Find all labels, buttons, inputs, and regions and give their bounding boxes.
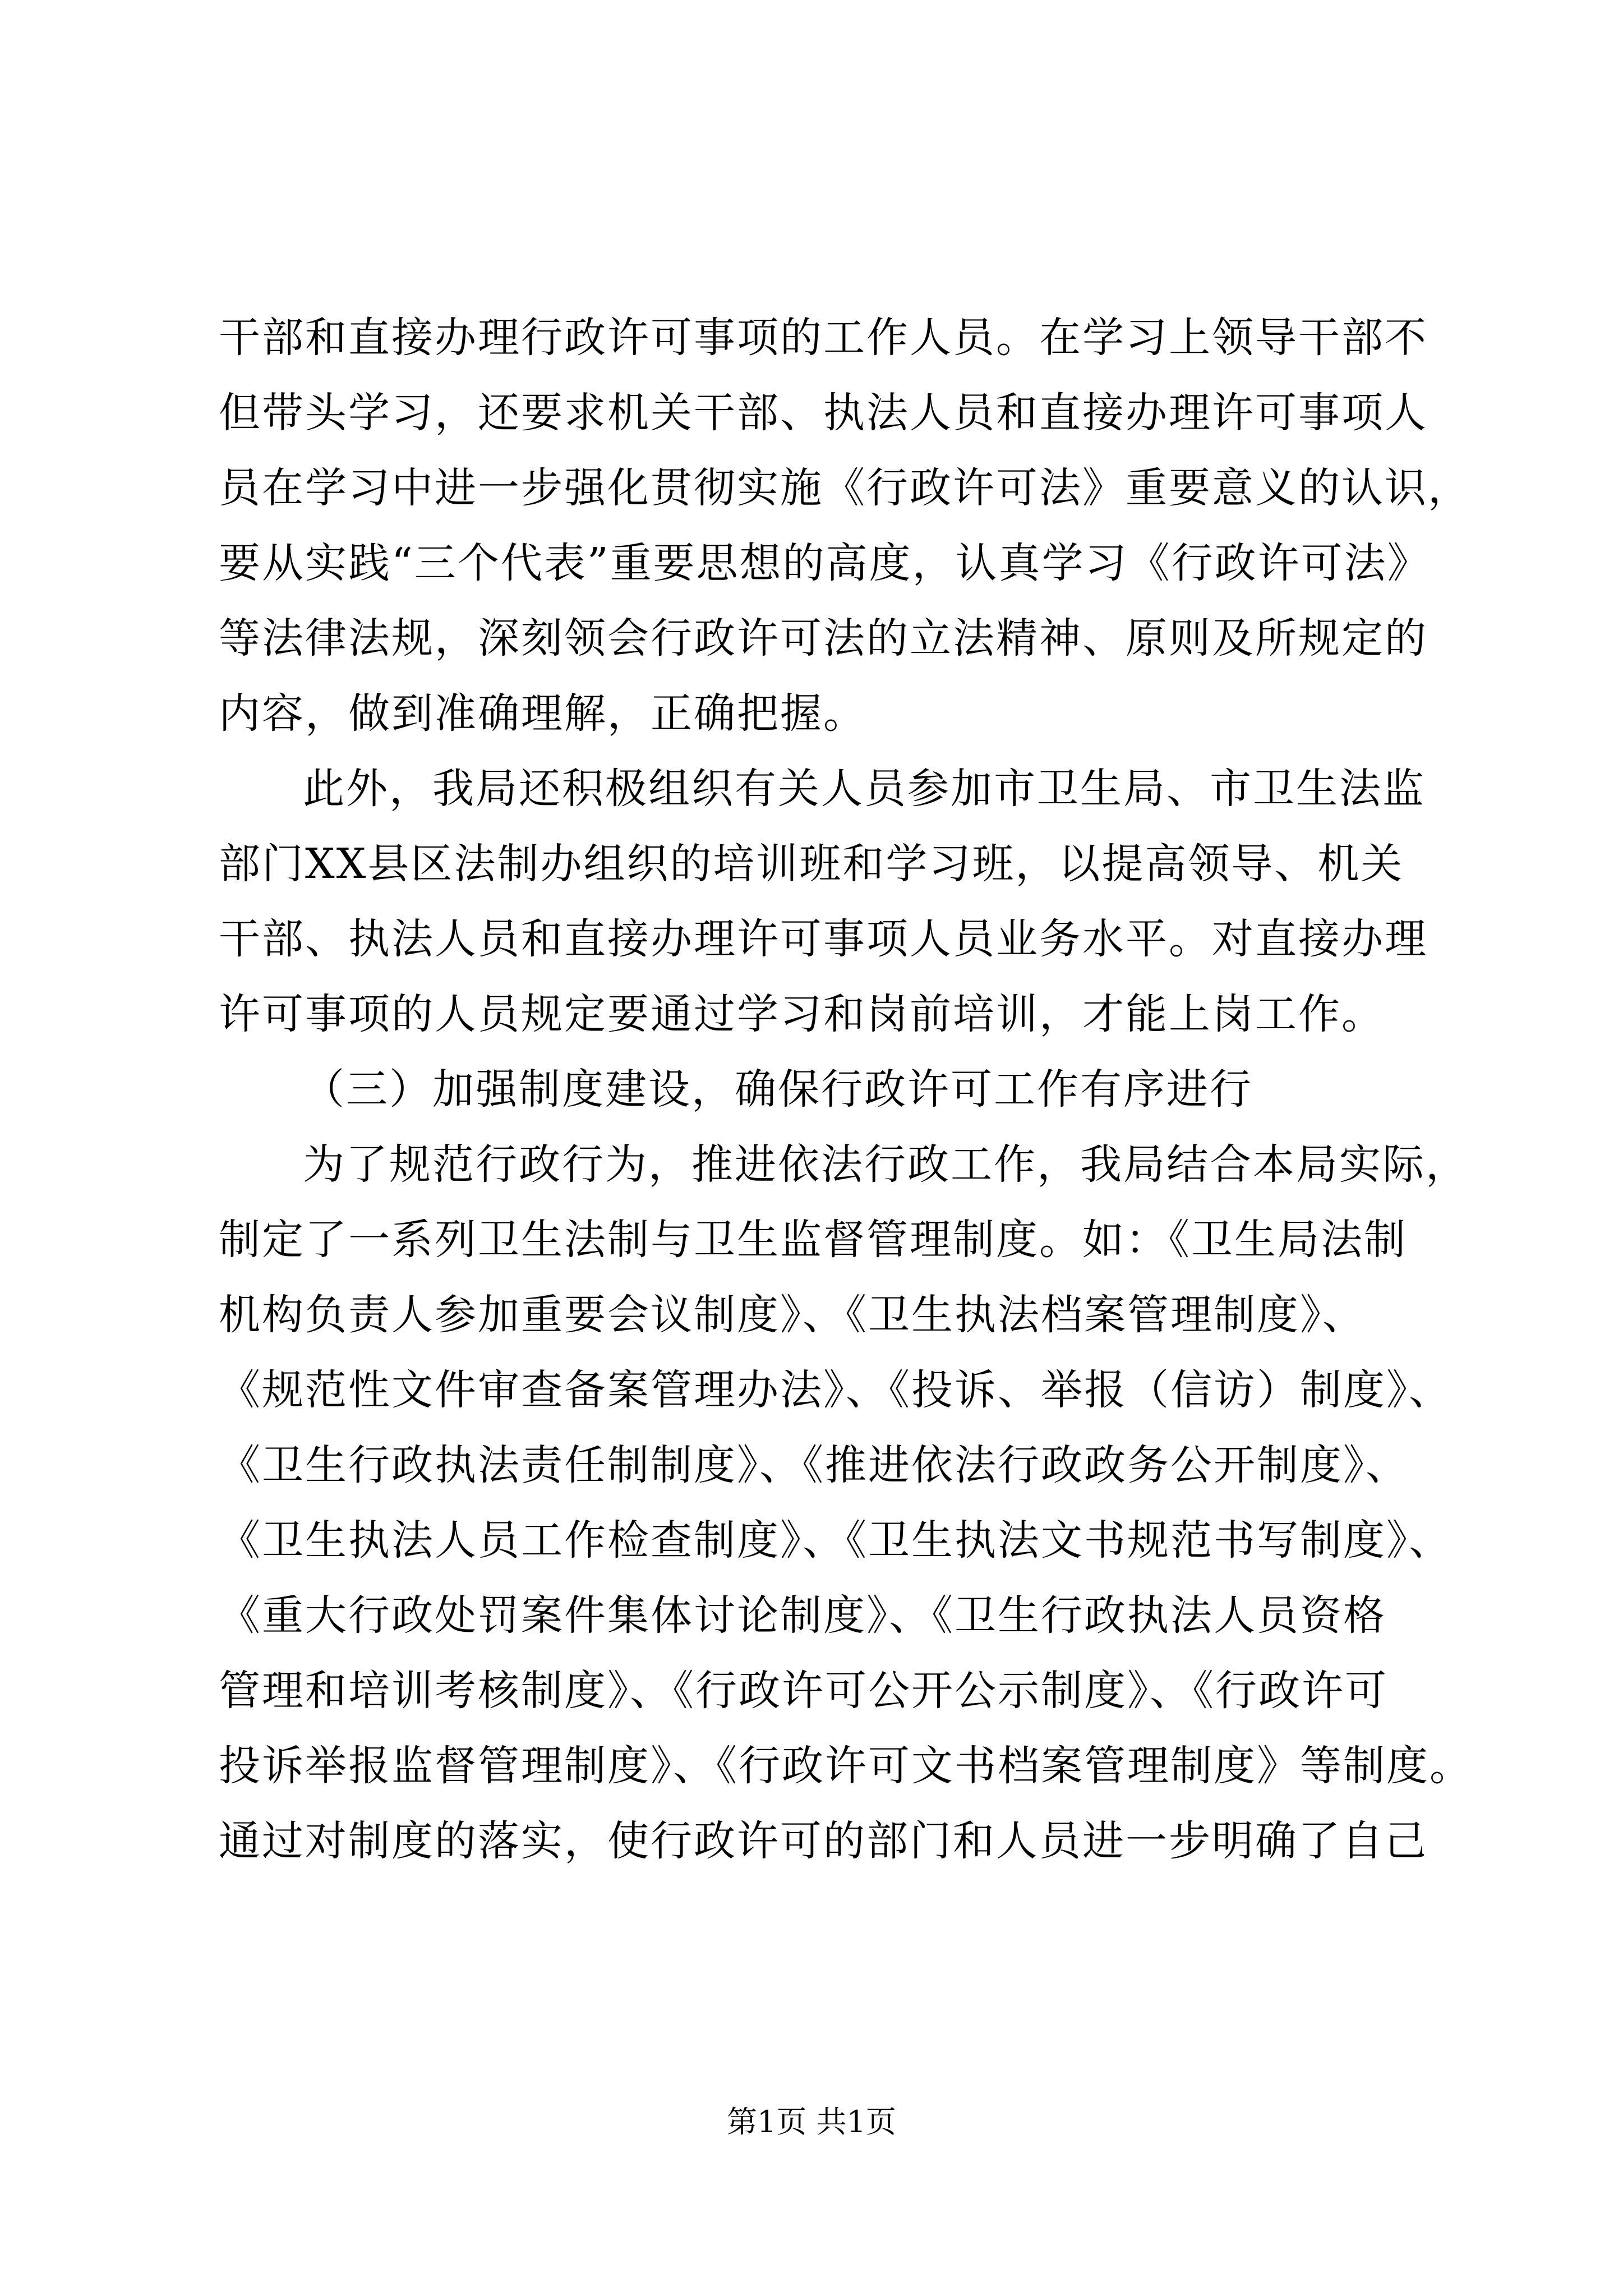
body-line-8: 部门XX县区法制办组织的培训班和学习班，以提高领导、机关 xyxy=(219,840,1404,888)
body-line-9: 干部、执法人员和直接办理许可事项人员业务水平。对直接办理 xyxy=(219,915,1428,963)
body-line-10: 许可事项的人员规定要通过学习和岗前培训，才能上岗工作。 xyxy=(219,990,1385,1038)
body-line-13: 制定了一系列卫生法制与卫生监督管理制度。如：《卫生局法制 xyxy=(219,1216,1407,1264)
body-line-15: 《规范性文件审查备案管理办法》、《投诉、举报（信访）制度》、 xyxy=(219,1366,1452,1414)
body-line-1: 干部和直接办理行政许可事项的工作人员。在学习上领导干部不 xyxy=(219,314,1428,362)
section-heading-3: （三）加强制度建设，确保行政许可工作有序进行 xyxy=(303,1065,1253,1114)
body-line-18: 《重大行政处罚案件集体讨论制度》、《卫生行政执法人员资格 xyxy=(219,1591,1386,1640)
page-footer: 第1页 共1页 xyxy=(727,2104,896,2139)
body-line-16: 《卫生行政执法责任制制度》、《推进依法行政政务公开制度》、 xyxy=(219,1441,1409,1489)
body-line-4: 要从实践“三个代表”重要思想的高度，认真学习《行政许可法》 xyxy=(219,539,1431,587)
body-line-12: 为了规范行政行为，推进依法行政工作，我局结合本局实际， xyxy=(303,1140,1469,1189)
body-line-3: 员在学习中进一步强化贯彻实施《行政许可法》重要意义的认识， xyxy=(219,464,1471,512)
body-line-20: 投诉举报监督管理制度》、《行政许可文书档案管理制度》等制度。 xyxy=(219,1742,1473,1790)
body-line-5: 等法律法规，深刻领会行政许可法的立法精神、原则及所规定的 xyxy=(219,614,1428,662)
body-line-2: 但带头学习，还要求机关干部、执法人员和直接办理许可事项人 xyxy=(219,389,1428,437)
body-line-21: 通过对制度的落实，使行政许可的部门和人员进一步明确了自己 xyxy=(219,1817,1428,1865)
body-line-6: 内容，做到准确理解，正确把握。 xyxy=(219,689,866,738)
body-line-19: 管理和培训考核制度》、《行政许可公开公示制度》、《行政许可 xyxy=(219,1667,1388,1715)
body-line-7: 此外，我局还积极组织有关人员参加市卫生局、市卫生法监 xyxy=(303,765,1426,813)
body-line-17: 《卫生执法人员工作检查制度》、《卫生执法文书规范书写制度》、 xyxy=(219,1516,1452,1565)
body-line-14: 机构负责人参加重要会议制度》、《卫生执法档案管理制度》、 xyxy=(219,1291,1366,1339)
